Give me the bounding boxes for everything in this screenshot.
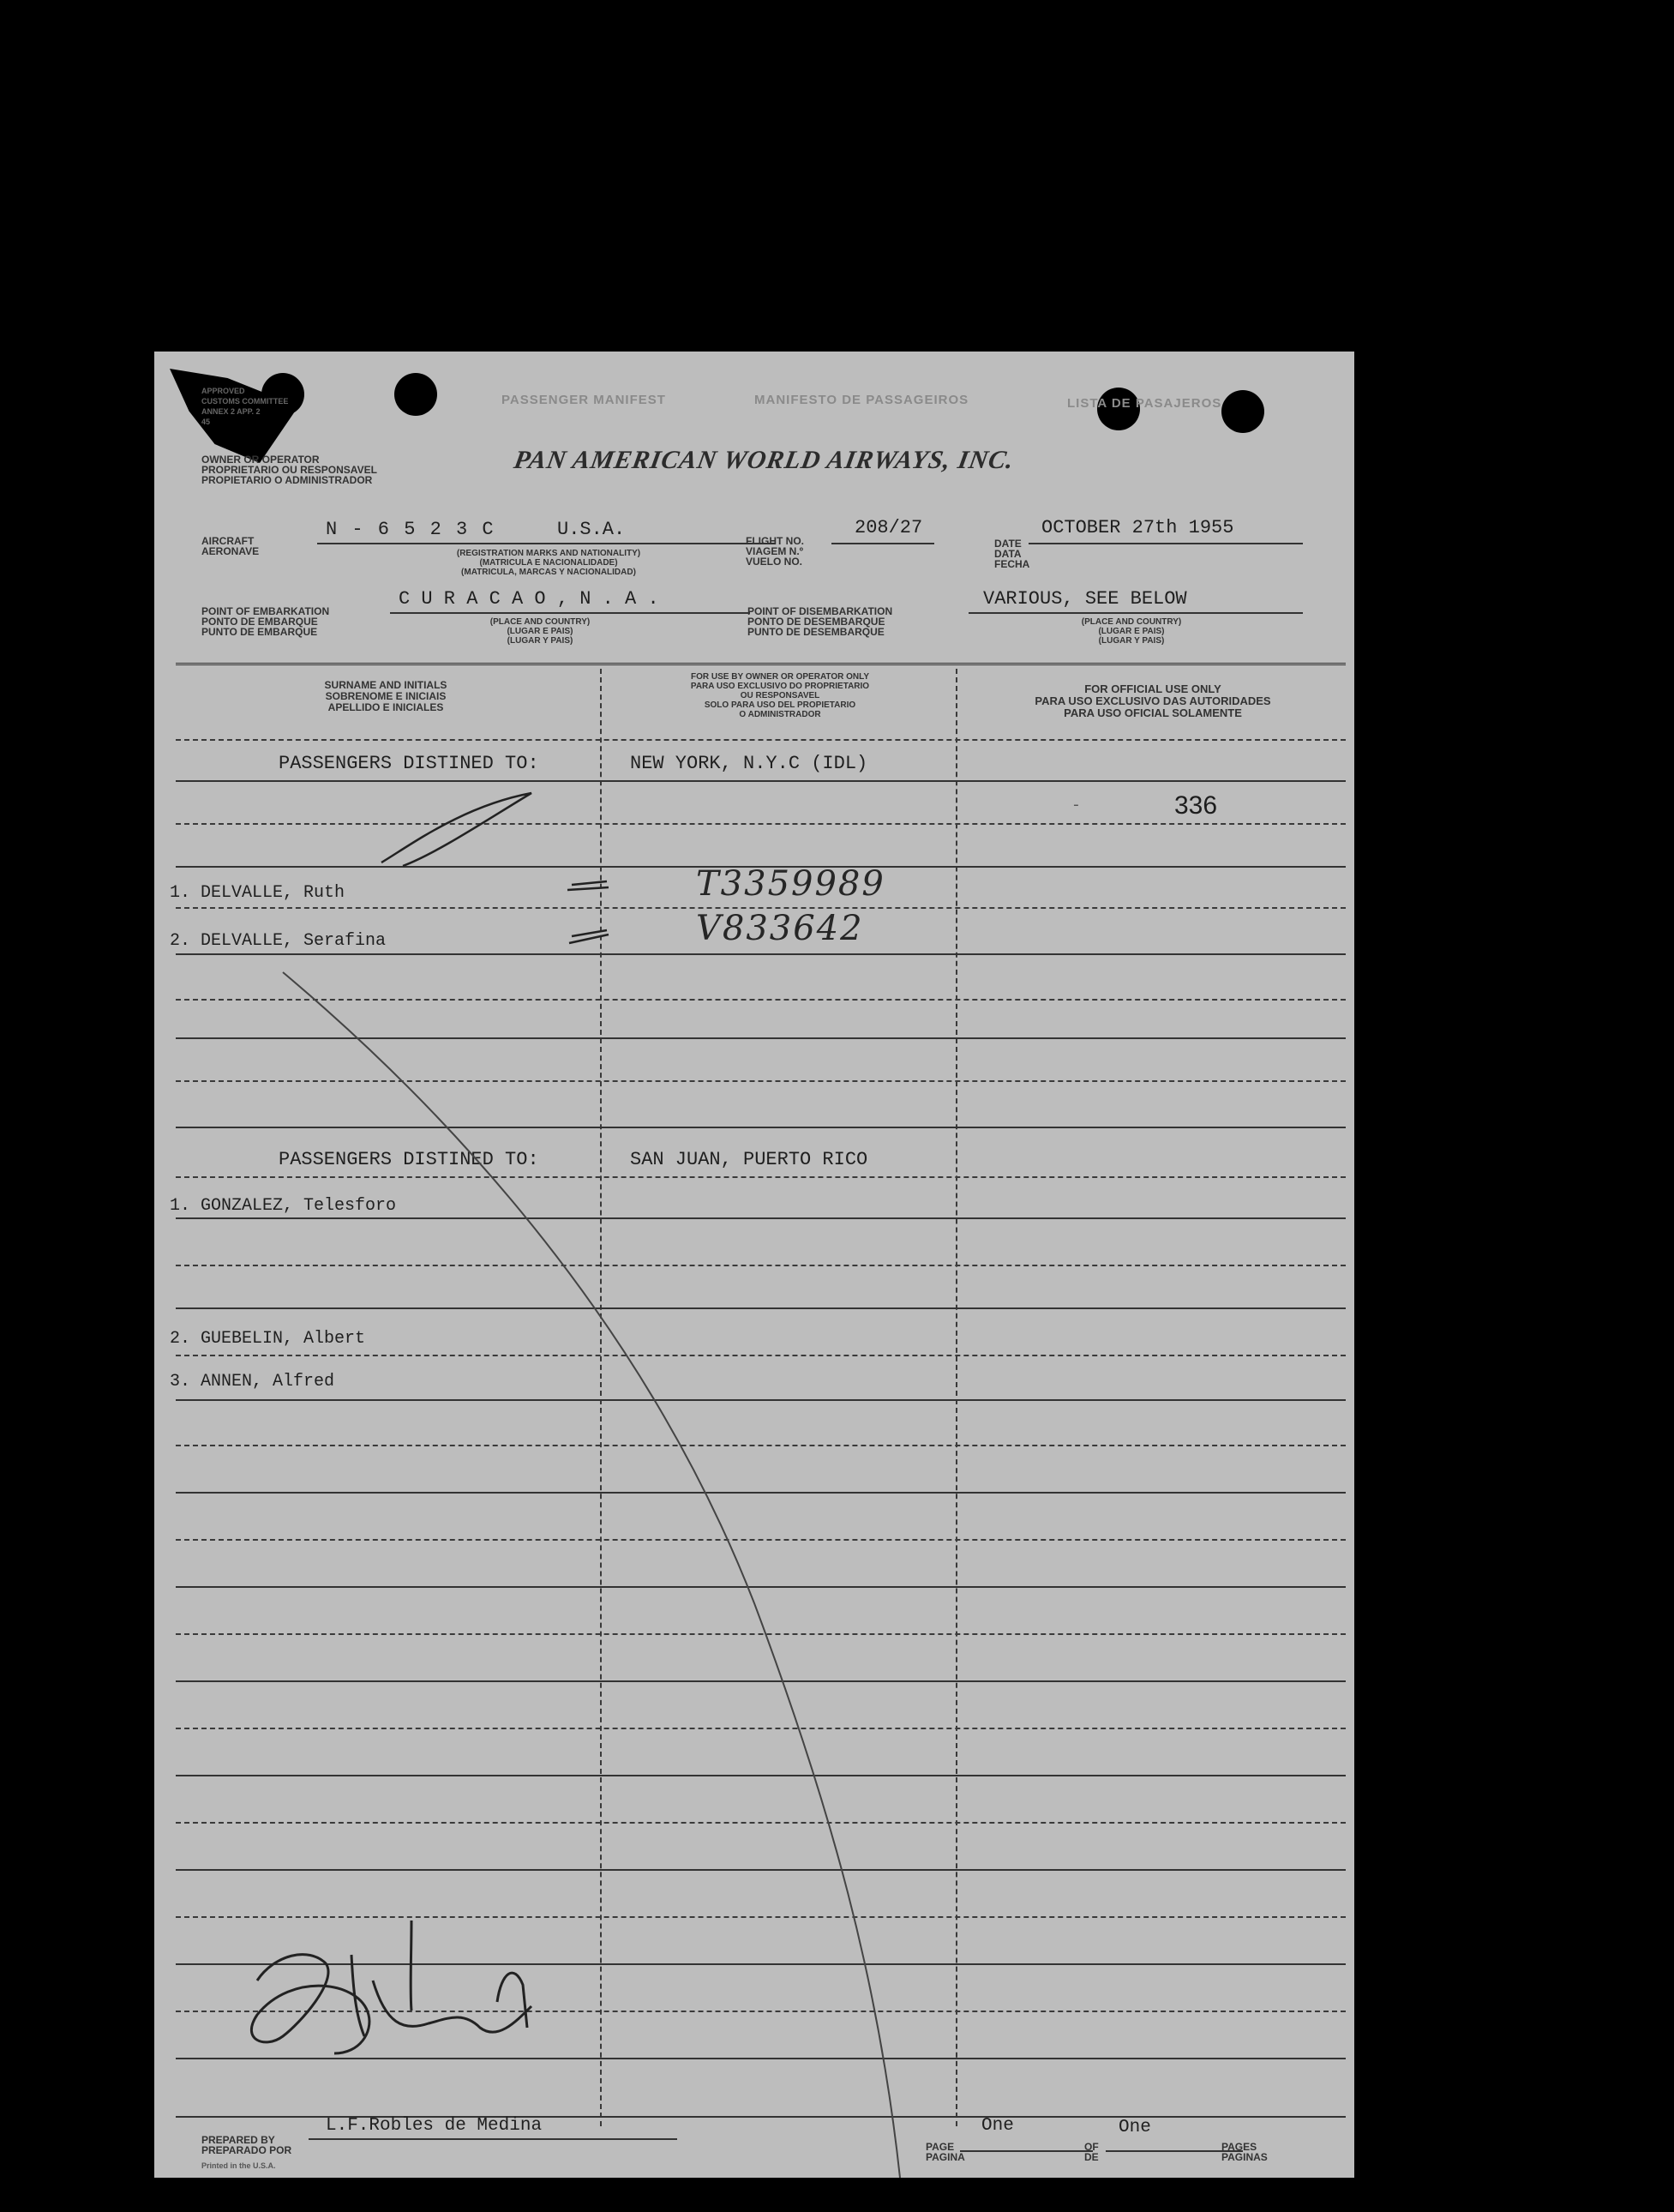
column-header-owner: FOR USE BY OWNER OR OPERATOR ONLY [691,672,869,682]
embarkation-label: PONTO DE EMBARQUE [201,616,318,628]
passenger-name: 3. ANNEN, Alfred [170,1372,335,1392]
printed-note: Printed in the U.S.A. [201,2161,276,2170]
form-title-en: PASSENGER MANIFEST [501,393,666,407]
flight-label: FLIGHT NO. [746,535,804,547]
flight-label: VIAGEM N.º [746,545,804,557]
approval-stamp-line: CUSTOMS COMMITTEE [201,397,289,406]
column-header-official: FOR OFFICIAL USE ONLY [1084,682,1221,695]
disembarkation-label: PUNTO DE DESEMBARQUE [747,626,885,638]
form-title-es: LISTA DE PASAJEROS [1067,396,1222,411]
passenger-name: 2. GUEBELIN, Albert [170,1329,366,1349]
aircraft-label: AERONAVE [201,545,260,557]
prepared-by-label: PREPARED BY [201,2134,275,2146]
column-header-names: APELLIDO E INICIALES [327,701,444,713]
ink-speck: - [1071,797,1081,814]
embarkation-sublabel: (PLACE AND COUNTRY) [489,617,591,627]
form-title-pt: MANIFESTO DE PASSAGEIROS [754,393,969,407]
i-mark [569,930,609,943]
disembarkation-label: PONTO DE DESEMBARQUE [747,616,885,628]
handwritten-marks [154,352,1354,2178]
passenger-name: 1. DELVALLE, Ruth [170,883,345,903]
signature [251,1920,531,2053]
owner-label: PROPRIETARIO OU RESPONSAVEL [201,464,377,476]
embarkation-label: PUNTO DE EMBARQUE [201,626,318,638]
approval-stamp-line: APPROVED [201,387,245,395]
page-label: PAGINA [926,2151,965,2163]
group-heading: PASSENGERS DISTINED TO: [279,1149,539,1170]
of-label: DE [1084,2151,1099,2163]
embarkation-point: C U R A C A O , N . A . [399,588,659,610]
column-header-names: SOBRENOME E INICIAIS [325,690,447,702]
i-mark [567,881,609,890]
group-destination: SAN JUAN, PUERTO RICO [630,1149,868,1170]
official-number: 336 [1174,791,1218,820]
disembarkation-label: POINT OF DISEMBARKATION [747,605,893,617]
aircraft-sublabel: (REGISTRATION MARKS AND NATIONALITY) [456,549,641,558]
aircraft-label: AIRCRAFT [201,535,255,547]
owner-label: OWNER OR OPERATOR [201,454,320,466]
column-header-official: PARA USO EXCLUSIVO DAS AUTORIDADES [1035,694,1271,707]
aircraft-sublabel: (MATRICULA E NACIONALIDADE) [479,558,618,568]
column-header-names: SURNAME AND INITIALS [324,679,447,691]
disembarkation-point: VARIOUS, SEE BELOW [983,588,1187,610]
preparer-name: L.F.Robles de Medina [326,2116,543,2136]
owner-label: PROPIETARIO O ADMINISTRADOR [201,474,373,486]
embarkation-sublabel: (LUGAR Y PAIS) [507,636,573,646]
disembarkation-sublabel: (PLACE AND COUNTRY) [1081,617,1182,627]
prepared-by-label: PREPARADO POR [201,2144,292,2156]
company-name: PAN AMERICAN WORLD AIRWAYS, INC. [512,446,1017,474]
aircraft-nationality: U.S.A. [557,519,626,540]
date-label: FECHA [994,558,1030,570]
aircraft-registration: N - 6 5 2 3 C [326,519,495,540]
page-number: One [981,2116,1014,2136]
approval-stamp-line: 45 [201,418,211,426]
column-header-owner: O ADMINISTRADOR [739,710,821,719]
strike-line [283,972,900,2178]
passenger-name: 2. DELVALLE, Serafina [170,931,387,951]
disembarkation-sublabel: (LUGAR E PAIS) [1098,627,1165,636]
page-label: PAGE [926,2141,955,2153]
flight-label: VUELO NO. [746,556,803,568]
passenger-name: 1. GONZALEZ, Telesforo [170,1196,397,1216]
manifest-sheet [154,352,1354,2178]
group-destination: NEW YORK, N.Y.C (IDL) [630,753,868,774]
pages-label: PAGES [1221,2141,1257,2153]
of-label: OF [1084,2141,1099,2153]
date-label: DATA [994,548,1022,560]
aircraft-sublabel: (MATRICULA, MARCAS Y NACIONALIDAD) [461,568,636,577]
disembarkation-sublabel: (LUGAR Y PAIS) [1098,636,1165,646]
column-header-owner: PARA USO EXCLUSIVO DO PROPRIETARIO [690,682,870,691]
flight-number: 208/27 [855,517,923,538]
approval-stamp-line: ANNEX 2 APP. 2 [201,407,261,416]
embarkation-label: POINT OF EMBARKATION [201,605,330,617]
handwritten-document-number: V833642 [696,909,864,948]
embarkation-sublabel: (LUGAR E PAIS) [507,627,573,636]
page-total: One [1119,2118,1151,2137]
column-header-owner: SOLO PARA USO DEL PROPIETARIO [704,700,856,710]
check-mark [381,793,531,866]
date-label: DATE [994,538,1022,550]
pages-label: PAGINAS [1221,2151,1268,2163]
flight-date: OCTOBER 27th 1955 [1041,517,1234,538]
column-header-official: PARA USO OFICIAL SOLAMENTE [1064,706,1242,719]
column-header-owner: OU RESPONSAVEL [740,691,820,700]
group-heading: PASSENGERS DISTINED TO: [279,753,539,774]
handwritten-document-number: T3359989 [696,864,885,904]
